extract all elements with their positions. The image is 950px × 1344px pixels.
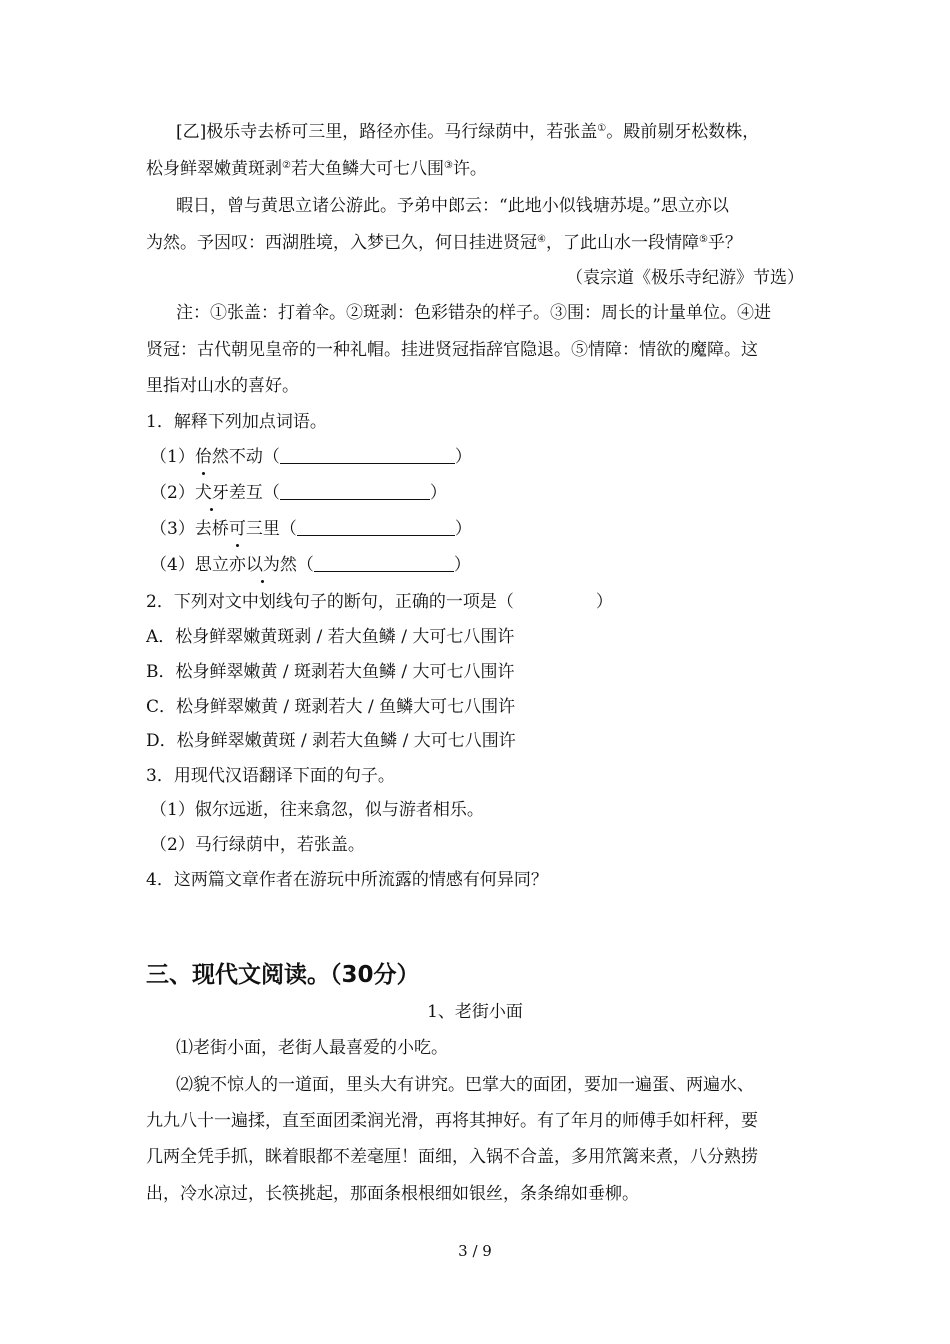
question-3-item: （1）俶尔远逝，往来翕忽，似与游者相乐。 — [150, 800, 484, 820]
notes-line-3: 里指对山水的喜好。 — [146, 376, 299, 396]
footnote-marker-2: ② — [282, 160, 291, 171]
question-1: 1．解释下列加点词语。 — [146, 412, 327, 432]
question-4: 4．这两篇文章作者在游玩中所流露的情感有何异同？ — [146, 870, 548, 890]
option-d: D．松身鲜翠嫩黄斑 / 剥若大鱼鳞 / 大可七八围许 — [146, 731, 516, 751]
article-para-2-line-3: 几两全凭手抓，眯着眼都不差毫厘！面细，入锅不合盖，多用笊篱来煮，八分熟捞 — [146, 1147, 758, 1167]
answer-blank[interactable] — [280, 483, 430, 500]
question-2: 2．下列对文中划线句子的断句，正确的一项是（ ） — [146, 592, 613, 612]
question-3-item: （2）马行绿荫中，若张盖。 — [150, 835, 365, 855]
page-number: 3 / 9 — [458, 1242, 492, 1260]
article-title: 1、老街小面 — [427, 1002, 523, 1022]
article-para-2-line-4: 出，冷水凉过，长筷挑起，那面条根根细如银丝，条条绵如垂柳。 — [146, 1184, 639, 1204]
passage-source: （袁宗道《极乐寺纪游》节选） — [566, 268, 804, 288]
footnote-marker-4: ④ — [537, 234, 546, 245]
question-1-item: （2）犬牙差互（ ） — [150, 483, 447, 503]
footnote-marker-5: ⑤ — [698, 234, 708, 245]
footnote-marker-3: ③ — [443, 160, 453, 171]
option-b: B．松身鲜翠嫩黄 / 斑剥若大鱼鳞 / 大可七八围许 — [146, 662, 515, 682]
option-c: C．松身鲜翠嫩黄 / 斑剥若大 / 鱼鳞大可七八围许 — [146, 697, 516, 717]
passage-b-line-2: 松身鲜翠嫩黄斑剥②若大鱼鳞大可七八围③许。 — [146, 159, 487, 179]
notes-line-2: 贤冠：古代朝见皇帝的一种礼帽。挂进贤冠指辞官隐退。⑤情障：情欲的魔障。这 — [146, 340, 758, 360]
notes-line-1: 注：①张盖：打着伞。②斑剥：色彩错杂的样子。③围：周长的计量单位。④进 — [176, 303, 771, 323]
article-para-2-line-1: ⑵貌不惊人的一道面，里头大有讲究。巴掌大的面团，要加一遍蛋、两遍水、 — [176, 1075, 754, 1095]
passage-b-para2-line-1: 暇日，曾与黄思立诸公游此。予弟中郎云：“此地小似钱塘苏堤。”思立亦以 — [176, 196, 729, 216]
dotted-word: 犬牙 — [194, 483, 229, 503]
section-heading: 三、现代文阅读。（30分） — [146, 962, 420, 988]
question-1-item: （1）佁然不动（ ） — [150, 447, 472, 467]
answer-blank[interactable] — [297, 519, 455, 536]
question-1-item: （4）思立亦以为然（ ） — [150, 555, 471, 575]
answer-blank[interactable] — [280, 447, 455, 464]
footnote-marker-1: ① — [597, 123, 607, 134]
passage-b-line-1: [乙]极乐寺去桥可三里，路径亦佳。马行绿荫中，若张盖①。殿前剔牙松数株， — [176, 122, 760, 142]
option-a: A．松身鲜翠嫩黄斑剥 / 若大鱼鳞 / 大可七八围许 — [146, 627, 515, 647]
dotted-word: 以为 — [245, 555, 280, 575]
dotted-word: 可 — [228, 519, 246, 539]
answer-blank[interactable] — [314, 555, 454, 572]
question-1-item: （3）去桥可三里（ ） — [150, 519, 472, 539]
question-3: 3．用现代汉语翻译下面的句子。 — [146, 766, 395, 786]
dotted-word: 佁 — [194, 447, 212, 467]
passage-b-para2-line-2: 为然。予因叹：西湖胜境，入梦已久，何日挂进贤冠④，了此山水一段情障⑤乎？ — [146, 233, 742, 253]
article-para-2-line-2: 九九八十一遍揉，直至面团柔润光滑，再将其抻好。有了年月的师傅手如杆秤，要 — [146, 1111, 758, 1131]
article-para-1: ⑴老街小面，老街人最喜爱的小吃。 — [176, 1038, 448, 1058]
